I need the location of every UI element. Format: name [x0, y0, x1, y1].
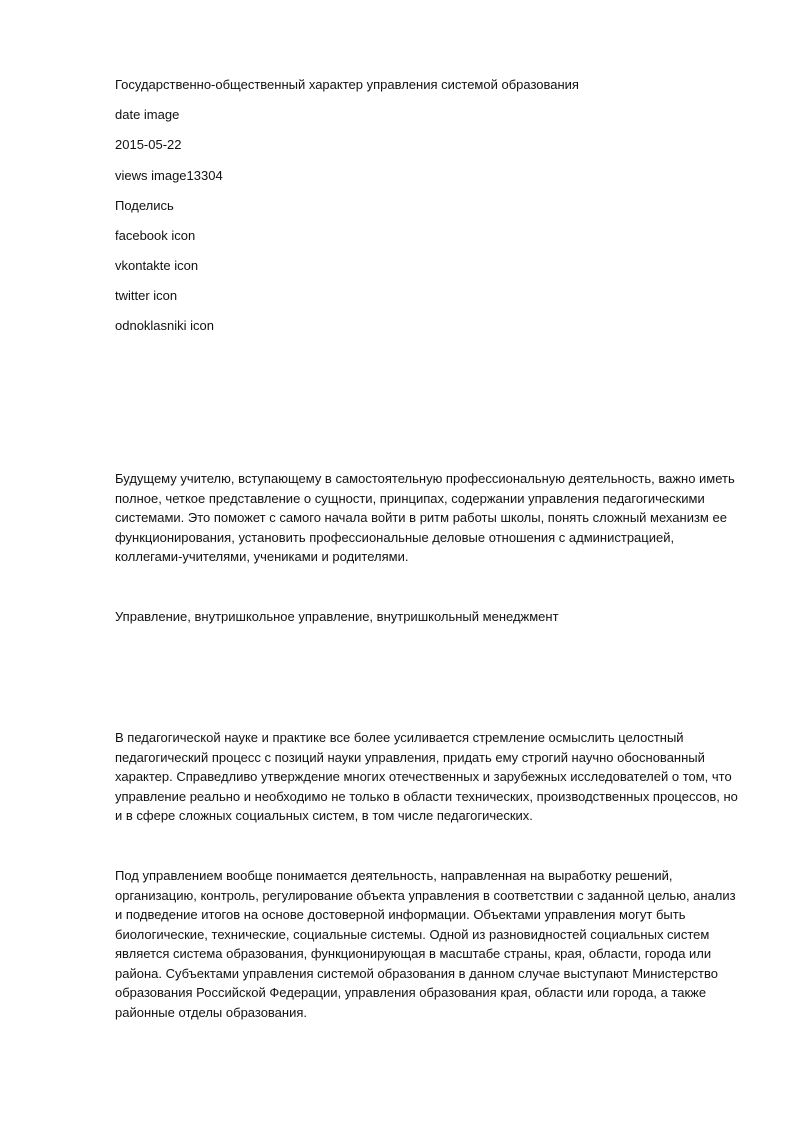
twitter-icon[interactable]: twitter icon — [115, 288, 178, 303]
article-title: Государственно-общественный характер управления системой образования — [115, 77, 579, 92]
date-image-alt: date image — [115, 107, 180, 122]
share-label: Поделись — [115, 198, 174, 213]
body-paragraph-2: Под управлением вообще понимается деятельность, направленная на выработку решений, организацию, контроль, регулирование объекта управления в соответствии с заданной целью, анализ и подведение итогов на основе достоверной информации. Объектами управления могут быть биологические, технические, социальные системы. Одной из разновидностей социальных систем является система образования, функционирующая в масштабе страны, края, области, города или района. Субъектами управления системой образования в данном случае выступают Министерство образования Российской Федерации, управления образования края, области или города, а также районные отделы образования. — [115, 868, 736, 1020]
vkontakte-icon[interactable]: vkontakte icon — [115, 258, 199, 273]
intro-paragraph: Будущему учителю, вступающему в самостоятельную профессиональную деятельность, важно иметь полное, четкое представление о сущности, принципах, содержании управления педагогическими системами. Это поможет с самого начала войти в ритм работы школы, понять сложный механизм ее функционирования, установить профессиональные деловые отношения с администрацией, коллегами-учителями, учениками и родителями. — [115, 471, 735, 564]
views-count: views image13304 — [115, 168, 223, 183]
odnoklassniki-icon[interactable]: odnoklasniki icon — [115, 318, 215, 333]
facebook-icon[interactable]: facebook icon — [115, 228, 196, 243]
publish-date: 2015-05-22 — [115, 137, 182, 152]
body-paragraph-1: В педагогической науке и практике все более усиливается стремление осмыслить целостный педагогический процесс с позиций науки управления, придать ему строгий научно обоснованный характер. Справедливо утверждение многих отечественных и зарубежных исследователей о том, что управление реально и необходимо не только в области технических, производственных процессов, но и в сфере сложных социальных систем, в том числе педагогических. — [115, 730, 738, 823]
keywords-line: Управление, внутришкольное управление, внутришкольный менеджмент — [115, 609, 559, 624]
